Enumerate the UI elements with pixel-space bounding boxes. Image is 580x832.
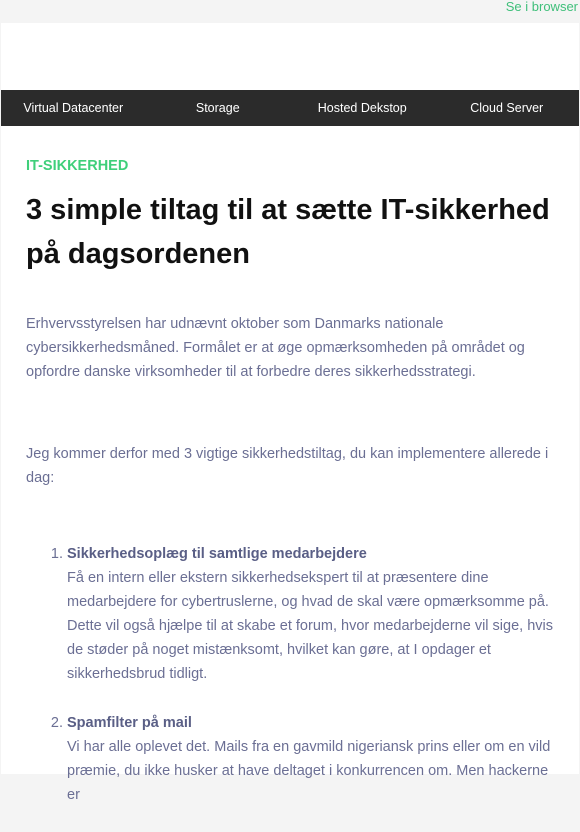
list-item-heading: 1. Sikkerhedsoplæg til samtlige medarbejdere (67, 546, 367, 562)
list-item (67, 711, 554, 807)
article (26, 156, 554, 832)
email-topbar (0, 0, 580, 23)
list-item-body: Vi har alle oplevet det. Mails fra en gavmild nigeriansk prins eller om en vild præmie, du ikke husker at have deltaget i konkurrencen om. Men hackerne er (67, 739, 551, 803)
tips-list (26, 542, 554, 807)
list-item (67, 542, 554, 686)
nav-item-hosted-desktop[interactable]: Hosted Dekstop (317, 101, 407, 115)
main-nav (1, 90, 579, 126)
view-in-browser-link[interactable]: Se i browser (505, 0, 578, 14)
article-title: 3 simple tiltag til at sætte IT-sikkerhed på dagsordenen (26, 194, 550, 270)
email-card (1, 23, 579, 803)
list-item-heading: 2. Spamfilter på mail (67, 715, 192, 731)
nav-item-cloud-server[interactable]: Cloud Server (470, 101, 544, 115)
nav-item-storage[interactable]: Storage (195, 101, 240, 115)
nav-item-virtual-datacenter[interactable]: Virtual Datacenter (23, 101, 124, 115)
article-category: IT-SIKKERHED (26, 158, 129, 174)
article-lead: Jeg kommer derfor med 3 vigtige sikkerhedstiltag, du kan implementere allerede i dag: (26, 446, 549, 486)
article-intro: Erhvervsstyrelsen har udnævnt oktober som Danmarks nationale cybersikkerhedsmåned. Formålet er at øge opmærksomheden på området og opfordre danske virksomheder til at forbedre deres sikkerhedsstrategi. (26, 316, 525, 380)
list-item-body: Få en intern eller ekstern sikkerhedsekspert til at præsentere dine medarbejdere for cybertruslerne, og hvad de skal være opmærksomme på. Dette vil også hjælpe til at skabe et forum, hvor medarbejderne vil sige, hvis de støder på noget mistænksomt, hvilket kan gøre, at I opdager et sikkerhedsbrud tidligt. (67, 570, 553, 682)
